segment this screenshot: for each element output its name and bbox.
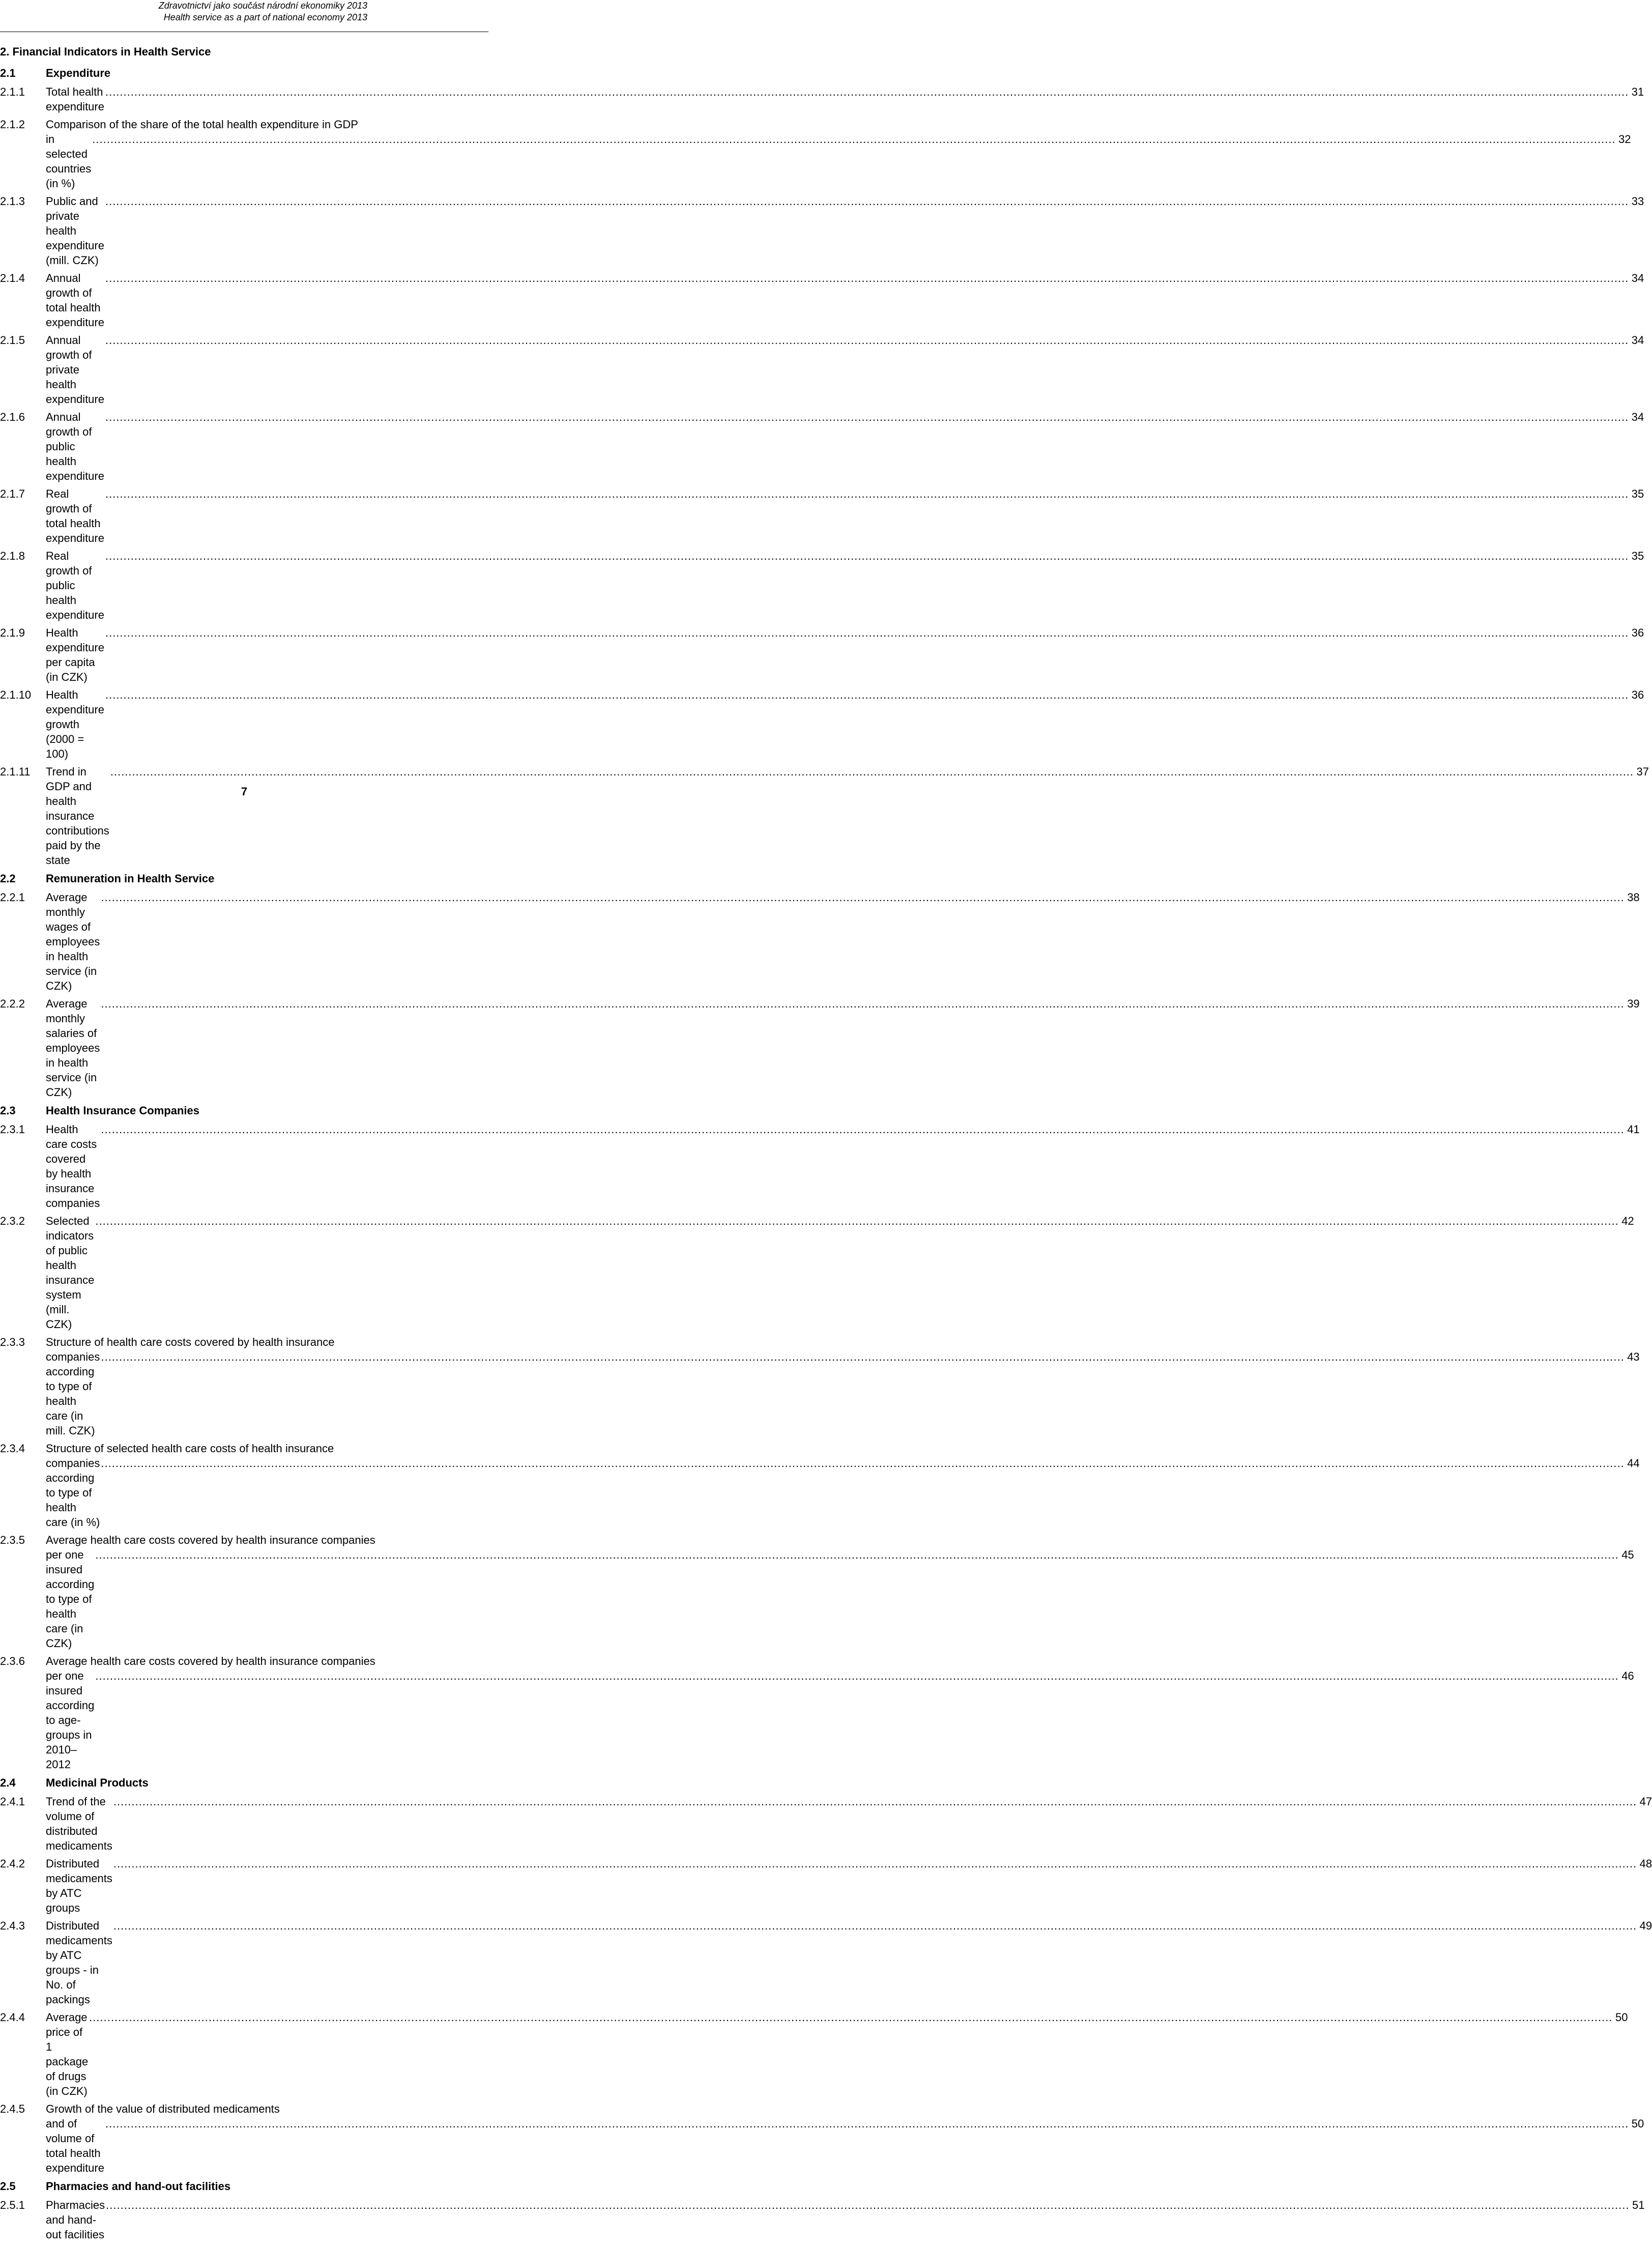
entry-title-line — [46, 410, 1644, 483]
entry-page-number: 47 — [1639, 1795, 1652, 1808]
entry-title-text: Average health care costs covered by health insurance companies — [46, 1655, 375, 1667]
entry-title-line — [46, 2116, 1644, 2175]
entry-body — [46, 1794, 1652, 1853]
entry-page-number: 32 — [1618, 133, 1631, 146]
entry-title-text: and of volume of total health expenditure — [46, 2117, 104, 2174]
entry-body — [46, 410, 1644, 483]
entry-title-line — [46, 117, 1631, 132]
dot-leader — [89, 2010, 1612, 2025]
entry-title-line — [46, 764, 1649, 868]
toc-entry[interactable] — [0, 1856, 1652, 1915]
entry-page-number: 35 — [1631, 487, 1644, 500]
toc-entry[interactable] — [0, 1335, 1640, 1438]
toc-entry[interactable] — [0, 1214, 1634, 1332]
dot-leader — [101, 1122, 1624, 1137]
entry-page-number: 45 — [1621, 1548, 1634, 1561]
entry-title-text: companies according to type of health care (in %) — [46, 1457, 100, 1529]
toc-section-heading — [0, 1103, 488, 1119]
toc-entry[interactable] — [0, 2102, 1644, 2175]
entry-number: 2.5.1 — [0, 2199, 25, 2211]
entry-title-text: Average monthly salaries of employees in health service (in CZK) — [46, 997, 100, 1099]
entry-number: 2.4.1 — [0, 1795, 25, 1808]
entry-body — [46, 117, 1631, 191]
entry-title-text: Average monthly wages of employees in health service (in CZK) — [46, 891, 100, 992]
entry-title-line — [46, 132, 1631, 191]
dot-leader — [101, 996, 1624, 1011]
entry-body — [46, 2010, 1628, 2098]
toc-entry[interactable] — [0, 996, 1640, 1100]
entry-number: 2.1.1 — [0, 85, 25, 98]
toc-section-heading — [0, 65, 488, 81]
entry-title-line — [46, 84, 1644, 114]
entry-number: 2.1.9 — [0, 626, 25, 639]
entry-title-text: Trend in GDP and health insurance contributions paid by the state — [46, 765, 109, 867]
toc-entry[interactable] — [0, 625, 1644, 684]
entry-number: 2.1.10 — [0, 688, 32, 701]
entry-page-number: 43 — [1627, 1350, 1640, 1363]
entry-title-line — [46, 1918, 1652, 2007]
entry-body — [46, 1214, 1634, 1332]
entry-body — [46, 625, 1644, 684]
entry-title-text: Pharmacies and hand-out facilities — [46, 2199, 105, 2241]
entry-number: 2.3.3 — [0, 1336, 25, 1348]
toc-entry[interactable] — [0, 687, 1644, 761]
section-title: Health Insurance Companies — [46, 1104, 199, 1117]
entry-title-line — [46, 890, 1640, 993]
dot-leader — [101, 890, 1624, 905]
entry-title-line — [46, 333, 1644, 407]
entry-title-text: Distributed medicaments by ATC groups — [46, 1857, 112, 1914]
entry-title-text: Distributed medicaments by ATC groups - in No. of packings — [46, 1919, 112, 2006]
toc-entry[interactable] — [0, 549, 1644, 622]
entry-page-number: 33 — [1631, 195, 1644, 208]
dot-leader — [101, 1456, 1624, 1471]
dot-leader — [105, 2116, 1629, 2131]
entry-title-line — [46, 1214, 1634, 1332]
entry-body — [46, 1856, 1652, 1915]
entry-title-line — [46, 549, 1644, 622]
entry-title-text: Real growth of total health expenditure — [46, 487, 104, 544]
table-of-contents — [0, 44, 1652, 2245]
entry-title-line — [46, 1668, 1634, 1772]
entry-number: 2.4.3 — [0, 1919, 25, 1932]
header-title-english: Health service as a part of national economy 2013 — [163, 12, 367, 22]
toc-entry[interactable] — [0, 1794, 1652, 1853]
entry-body — [46, 2198, 1644, 2242]
entry-number: 2.2.2 — [0, 997, 25, 1010]
dot-leader — [105, 625, 1629, 640]
entry-page-number: 41 — [1627, 1123, 1640, 1136]
dot-leader — [105, 194, 1629, 209]
entry-page-number: 50 — [1615, 2011, 1628, 2024]
entry-number: 2.4.2 — [0, 1857, 25, 1870]
toc-entry[interactable] — [0, 1918, 1652, 2007]
dot-leader — [105, 687, 1629, 702]
entry-title-line — [46, 1533, 1634, 1547]
entry-number: 2.1.8 — [0, 550, 25, 562]
entry-page-number: 35 — [1631, 550, 1644, 562]
entry-number: 2.1.6 — [0, 411, 25, 423]
entry-title-text: Comparison of the share of the total health expenditure in GDP — [46, 118, 358, 131]
entry-title-text: per one insured according to type of health care (in CZK) — [46, 1548, 95, 1650]
entry-title-line — [46, 486, 1644, 545]
section-title: Pharmacies and hand-out facilities — [46, 2180, 231, 2193]
toc-entry[interactable] — [0, 1533, 1634, 1651]
entry-number: 2.3.5 — [0, 1534, 25, 1546]
entry-body — [46, 486, 1644, 545]
entry-title-line — [46, 271, 1644, 330]
entry-page-number: 46 — [1621, 1670, 1634, 1682]
entry-body — [46, 996, 1640, 1100]
dot-leader — [110, 764, 1634, 779]
dot-leader — [105, 410, 1629, 424]
toc-entry[interactable] — [0, 333, 1644, 407]
entry-title-line — [46, 625, 1644, 684]
entry-title-text: in selected countries (in %) — [46, 133, 92, 190]
page-number: 7 — [241, 785, 248, 798]
entry-title-text: per one insured according to age-groups in 2010–2012 — [46, 1670, 95, 1771]
dot-leader — [101, 1349, 1624, 1364]
toc-section-heading — [0, 1775, 488, 1791]
entry-body — [46, 764, 1649, 868]
entry-title-text: Annual growth of total health expenditure — [46, 272, 104, 329]
entry-title-line — [46, 1122, 1640, 1211]
entry-body — [46, 1122, 1640, 1211]
entry-number: 2.1.7 — [0, 487, 25, 500]
entry-number: 2.3.2 — [0, 1215, 25, 1227]
entry-title-text: Public and private health expenditure (mill. CZK) — [46, 195, 104, 267]
entry-title-text: Real growth of public health expenditure — [46, 550, 104, 621]
entry-title-line — [46, 194, 1644, 268]
dot-leader — [113, 1918, 1637, 1933]
dot-leader — [105, 486, 1629, 501]
entry-page-number: 31 — [1631, 85, 1644, 98]
entry-title-line — [46, 2010, 1628, 2098]
toc-section-heading — [0, 871, 488, 887]
entry-body — [46, 1654, 1634, 1772]
entry-title-text: Total health expenditure — [46, 85, 104, 113]
entry-title-line — [46, 1349, 1640, 1438]
entry-page-number: 42 — [1621, 1215, 1634, 1227]
section-number: 2.2 — [0, 872, 16, 885]
entry-page-number: 48 — [1639, 1857, 1652, 1870]
toc-entry[interactable] — [0, 117, 1631, 191]
entry-body — [46, 2102, 1644, 2175]
toc-entry[interactable] — [0, 271, 1644, 330]
entry-title-text: Selected indicators of public health insurance system (mill. CZK) — [46, 1215, 95, 1331]
entry-title-line — [46, 1654, 1634, 1668]
entry-title-text: companies according to type of health care (in mill. CZK) — [46, 1350, 100, 1437]
entry-number: 2.1.3 — [0, 195, 25, 208]
dot-leader — [105, 549, 1629, 563]
entry-title-text: Average health care costs covered by health insurance companies — [46, 1534, 375, 1546]
entry-title-text: Structure of health care costs covered by health insurance — [46, 1336, 335, 1348]
entry-page-number: 44 — [1627, 1457, 1640, 1470]
entry-number: 2.1.11 — [0, 765, 31, 778]
section-number: 2.4 — [0, 1776, 16, 1789]
section-title: Medicinal Products — [46, 1776, 149, 1789]
entry-title-line — [46, 687, 1644, 761]
section-title: Expenditure — [46, 67, 111, 79]
entry-title-text: Health expenditure growth (2000 = 100) — [46, 688, 104, 760]
dot-leader — [105, 333, 1629, 348]
entry-title-line — [46, 996, 1640, 1100]
entry-title-text: Health expenditure per capita (in CZK) — [46, 626, 104, 683]
entry-title-text: Average price of 1 package of drugs (in CZK) — [46, 2011, 89, 2097]
entry-page-number: 49 — [1639, 1919, 1652, 1932]
entry-body — [46, 194, 1644, 268]
toc-entry[interactable] — [0, 2198, 1645, 2242]
entry-body — [46, 84, 1644, 114]
entry-page-number: 50 — [1631, 2117, 1644, 2130]
entry-body — [46, 687, 1644, 761]
toc-entry[interactable] — [0, 2010, 1628, 2098]
entry-page-number: 39 — [1627, 997, 1640, 1010]
entry-body — [46, 549, 1644, 622]
entry-title-text: Trend of the volume of distributed medicaments — [46, 1795, 112, 1852]
entry-page-number: 51 — [1632, 2199, 1645, 2211]
entry-body — [46, 890, 1640, 993]
dot-leader — [95, 1668, 1618, 1683]
dot-leader — [113, 1794, 1637, 1809]
toc-entry[interactable] — [0, 1122, 1640, 1211]
toc-entry[interactable] — [0, 764, 1649, 868]
entry-page-number: 38 — [1627, 891, 1640, 904]
entry-title-text: Health care costs covered by health insurance companies — [46, 1123, 100, 1210]
entry-title-line — [46, 1856, 1652, 1915]
section-title: Remuneration in Health Service — [46, 872, 215, 885]
entry-page-number: 34 — [1631, 411, 1644, 423]
entry-number: 2.3.4 — [0, 1442, 25, 1455]
toc-entry[interactable] — [0, 84, 1644, 114]
toc-entry[interactable] — [0, 486, 1644, 545]
section-number: 2.1 — [0, 67, 16, 79]
dot-leader — [105, 271, 1629, 285]
entry-number: 2.2.1 — [0, 891, 25, 904]
entry-title-line — [46, 2102, 1644, 2116]
toc-entry[interactable] — [0, 890, 1640, 993]
dot-leader — [95, 1214, 1618, 1228]
entry-body — [46, 1441, 1640, 1530]
entry-body — [46, 333, 1644, 407]
entry-number: 2.1.2 — [0, 118, 25, 131]
chapter-title: 2. Financial Indicators in Health Service — [0, 45, 211, 58]
toc-section-heading — [0, 2178, 488, 2195]
entry-title-line — [46, 2198, 1644, 2242]
entry-title-text: Growth of the value of distributed medicaments — [46, 2103, 280, 2115]
dot-leader — [92, 132, 1615, 147]
entry-body — [46, 271, 1644, 330]
dot-leader — [105, 84, 1629, 99]
section-number: 2.5 — [0, 2180, 16, 2193]
entry-title-text: Annual growth of private health expenditure — [46, 334, 104, 406]
entry-page-number: 34 — [1631, 272, 1644, 284]
entry-page-number: 37 — [1636, 765, 1649, 778]
toc-entry[interactable] — [0, 1441, 1640, 1530]
entry-number: 2.4.4 — [0, 2011, 25, 2024]
entry-number: 2.1.4 — [0, 272, 25, 284]
entry-title-text: Structure of selected health care costs of health insurance — [46, 1442, 334, 1455]
dot-leader — [113, 1856, 1637, 1871]
entry-title-line — [46, 1794, 1652, 1853]
entry-title-line — [46, 1456, 1640, 1530]
section-number: 2.3 — [0, 1104, 16, 1117]
entry-title-line — [46, 1441, 1640, 1456]
entry-number: 2.1.5 — [0, 334, 25, 347]
entry-title-line — [46, 1547, 1634, 1651]
entry-body — [46, 1533, 1634, 1651]
entry-page-number: 36 — [1631, 688, 1644, 701]
entry-body — [46, 1918, 1652, 2007]
entry-title-text: Annual growth of public health expenditure — [46, 411, 104, 482]
entry-title-line — [46, 1335, 1640, 1349]
entry-number: 2.3.1 — [0, 1123, 25, 1136]
toc-entry[interactable] — [0, 410, 1644, 483]
dot-leader — [106, 2198, 1629, 2212]
running-header — [159, 0, 367, 23]
entry-number: 2.4.5 — [0, 2103, 25, 2115]
entry-page-number: 34 — [1631, 334, 1644, 347]
toc-entry[interactable] — [0, 1654, 1634, 1772]
header-title-czech: Zdravotnictví jako součást národní ekonomiky 2013 — [158, 1, 367, 11]
entry-number: 2.3.6 — [0, 1655, 25, 1667]
entry-body — [46, 1335, 1640, 1438]
toc-entry[interactable] — [0, 194, 1644, 268]
entry-page-number: 36 — [1631, 626, 1644, 639]
dot-leader — [95, 1547, 1618, 1562]
